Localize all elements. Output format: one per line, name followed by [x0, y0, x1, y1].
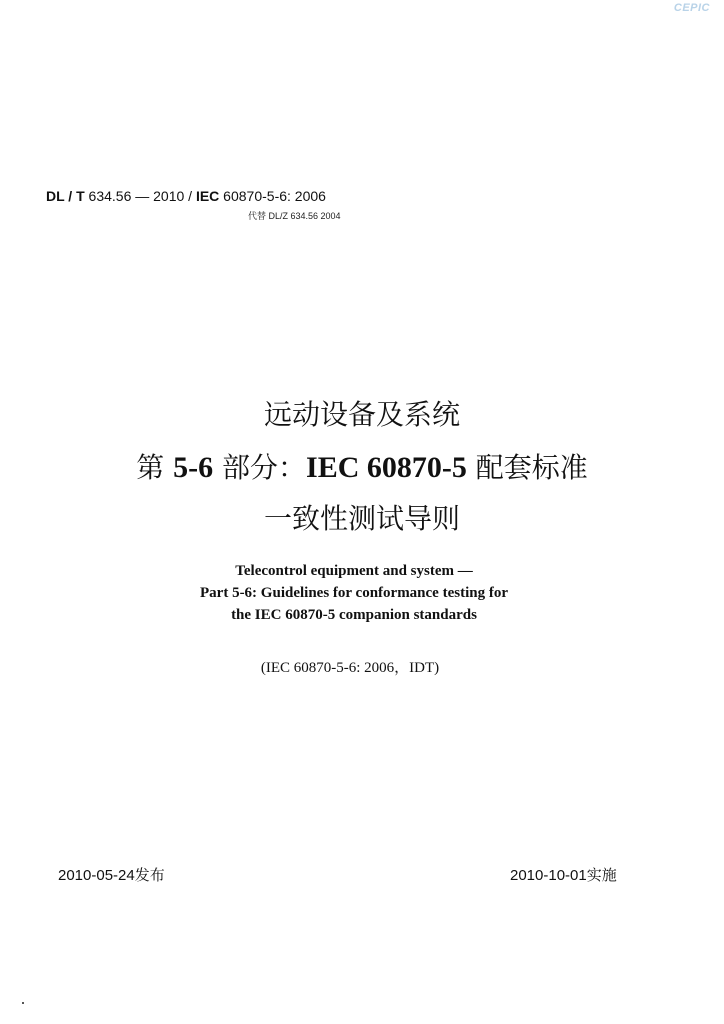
title-cn-line1: 远动设备及系统 [263, 398, 460, 431]
publish-date: 2010-05-24发布 [58, 867, 165, 884]
standard-prefix: DL / T [46, 188, 85, 204]
standard-number-rest: 634.56 — 2010 / [88, 188, 196, 204]
standard-number [46, 188, 326, 204]
title-cn-part-label: 部分： [213, 451, 307, 484]
title-cn-line3: 一致性测试导则 [263, 502, 460, 535]
implementation-date: 2010-10-01实施 [510, 867, 617, 884]
title-en-line3: the IEC 60870-5 companion standards [231, 607, 477, 623]
title-cn-companion: 配套标准 [466, 451, 588, 484]
title-en-line2: Part 5-6: Guidelines for conformance testing for [200, 585, 508, 601]
replaces-note: 代替 DL/Z 634.56 2004 [248, 211, 341, 221]
scan-speck [22, 1002, 24, 1004]
cepic-watermark: CEPIC [673, 2, 710, 14]
iec-number-rest: 60870-5-6: 2006 [219, 188, 326, 204]
title-cn-part-word: 第 [136, 451, 174, 484]
title-cn-part-number: 5-6 [173, 451, 214, 484]
title-cn-line2 [0, 446, 724, 486]
title-en-line1: Telecontrol equipment and system — [235, 563, 473, 579]
iec-prefix: IEC [195, 188, 220, 204]
title-cn-iec: IEC 60870-5 [306, 451, 467, 484]
equivalence-note: (IEC 60870-5-6: 2006，IDT) [260, 660, 440, 676]
